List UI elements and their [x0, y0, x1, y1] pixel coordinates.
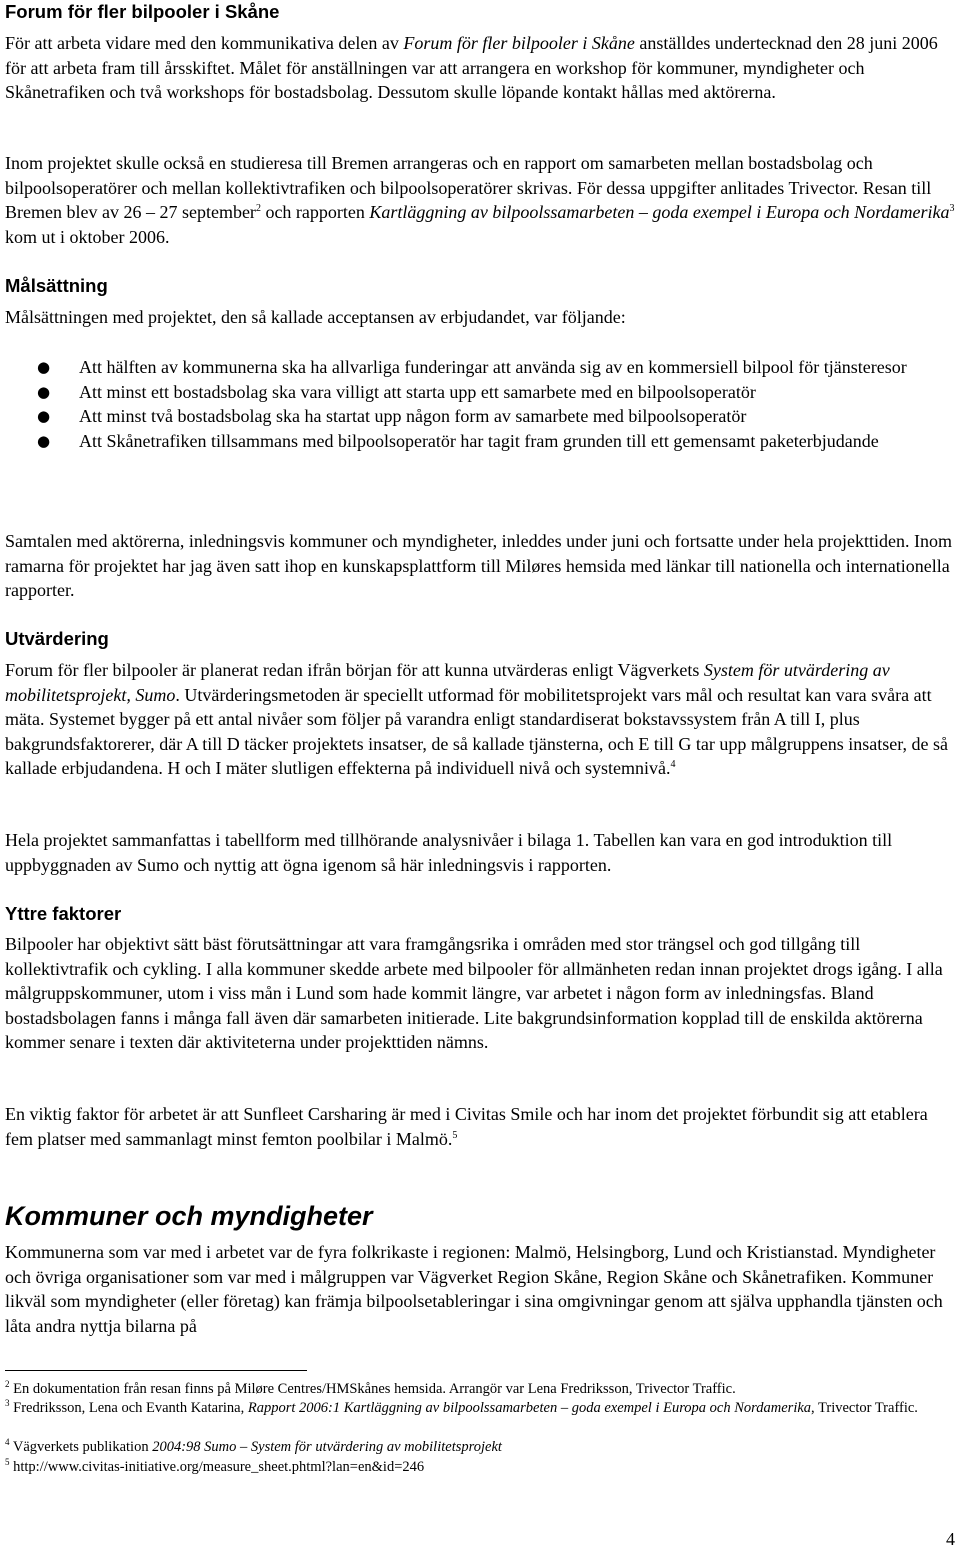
goals-list [5, 355, 955, 453]
paragraph-utvardering-sumo: Forum för fler bilpooler är planerat redan ifrån början för att kunna utvärderas enligt Vägverkets System för utvärdering av mobilitetsprojekt, Sumo. Utvärderingsmetoden är speciellt utformad för mobilitetsprojekt vars mål och resultat kan vara svåra att mäta. Systemet bygger på ett antal nivåer som följer på varandra enligt standardiserat bokstavssystem från A till I, plus bakgrundsfaktorerer, där A till D täcker projektets insatser, de så kallade tjänsterna, och E till G tar upp målgruppens insatser, de så kallade erbjudandena. H och I mäter slutligen effekterna på individuell nivå och systemnivå.$^4$ [5, 660, 949, 778]
footnote-ref-5: 5 [452, 1129, 458, 1141]
bullet-icon: ● [37, 407, 51, 425]
footnote-4: $^4$ Vägverkets publikation 2004:98 Sumo – System för utvärdering av mobilitetsprojekt [5, 1437, 502, 1455]
heading-forum: Forum för fler bilpooler i Skåne [5, 1, 280, 22]
footnote-3: $^3$ Fredriksson, Lena och Evanth Katarina, Rapport 2006:1 Kartläggning av bilpoolssamarbeten – goda exempel i Europa och Nordamerika, Trivector Traffic. [5, 1398, 918, 1416]
bullet-icon: ● [37, 431, 51, 450]
footnote-2: $^2$ En dokumentation från resan finns på Miløre Centres/HMSkånes hemsida. Arrangör var Lena Fredriksson, Trivector Traffic. [5, 1379, 736, 1397]
paragraph-forum-bremen: Inom projektet skulle också en studieresa till Bremen arrangeras och en rapport om samarbeten mellan bostadsbolag och bilpoolsoperatörer och mellan kollektivtrafiken och bilpoolsoperatörer skrivas. För dessa uppgifter anlitades Trivector. Resan till Bremen blev av 26 – 27 september$^2$ och rapporten Kartläggning av bilpoolssamarbeten – goda exempel i Europa och Nordamerika$^3$ kom ut i oktober 2006. [5, 153, 955, 247]
list-item: ● Att minst ett bostadsbolag ska vara villigt att starta upp ett samarbete med en bilpoolsoperatör [5, 380, 955, 405]
paragraph-yttre-sunfleet: En viktig faktor för arbetet är att Sunfleet Carsharing är med i Civitas Smile och har inom det projektet förbundit sig att etablera fem platser med sammanlagt minst femton poolbilar i Malmö.$^5$ [5, 1104, 928, 1149]
paragraph-yttre-bakgrund: Bilpooler har objektivt sätt bäst förutsättningar att vara framgångsrika i områden med stor trängsel och god tillgång till kollektivtrafik och cykling. I alla kommuner skedde arbete med bilpooler för allmänheten redan innan projektet drogs igång. I alla målgruppskommuner, utom i viss mån i Lund som hade kommit längre, var arbetet i någon form av inledningsfas. Bland bostadsbolagen fanns i många fall även där samarbeten initierade. Lite bakgrundsinformation kopplad till de enskilda aktörerna kommer senare i texten där aktiviteterna under projekttiden nämns. [5, 934, 943, 1052]
paragraph-malsattning-intro: Målsättningen med projektet, den så kallade acceptansen av erbjudandet, var följande: [5, 307, 626, 327]
bullet-icon: ● [37, 382, 51, 401]
page-number: 4 [946, 1529, 955, 1549]
paragraph-malsattning-closing: Samtalen med aktörerna, inledningsvis kommuner och myndigheter, inleddes under juni och fortsatte under hela projekttiden. Inom ramarna för projektet har jag även satt ihop en kunskapsplattform till Miløres hemsida med länkar till nationella och internationella rapporter. [5, 531, 953, 600]
paragraph-utvardering-summary: Hela projektet sammanfattas i tabellform med tillhörande analysnivåer i bilaga 1. Tabellen kan vara en god introduktion till uppbyggnaden av Sumo och nyttig att ögna igenom så här inledningsvis i rapporten. [5, 830, 893, 875]
list-item: ● Att hälften av kommunerna ska ha allvarliga funderingar att använda sig av en kommersiell bilpool för tjänsteresor [5, 355, 955, 380]
bullet-icon: ● [37, 358, 51, 376]
heading-malsattning: Målsättning [5, 275, 108, 296]
footnote-separator [5, 1370, 307, 1371]
footnote-ref-3: 3 [949, 203, 955, 214]
paragraph-kommuner: Kommunerna som var med i arbetet var de fyra folkrikaste i regionen: Malmö, Helsingborg, Lund och Kristianstad. Myndigheter och övriga organisationer som var med i målgruppen var Vägverket Region Skåne, Region Skåne och Skånetrafiken. Kommuner likväl som myndigheter (eller företag) kan främja bilpoolsetableringar i sina omgivningar genom att själva upphandla tjänsten och låta andra nyttja bilarna på [5, 1242, 943, 1336]
footnote-ref-2: 2 [255, 203, 261, 214]
heading-yttre-faktorer: Yttre faktorer [5, 903, 122, 924]
list-item: ● Att Skånetrafiken tillsammans med bilpoolsoperatör har tagit fram grunden till ett gemensamt paketerbjudande [5, 429, 955, 454]
paragraph-forum-intro: För att arbeta vidare med den kommunikativa delen av Forum för fler bilpooler i Skåne anställdes undertecknad den 28 juni 2006 för att arbeta fram till årsskiftet. Målet för anställningen var att arrangera en workshop för kommuner, myndigheter och Skånetrafiken och två workshops för bostadsbolag. Dessutom skulle löpande kontakt hållas med aktörerna. [5, 33, 938, 102]
heading-kommuner: Kommuner och myndigheter [5, 1201, 373, 1231]
footnote-ref-4: 4 [670, 759, 676, 770]
list-item: ● Att minst två bostadsbolag ska ha startat upp någon form av samarbete med bilpoolsoperatör [5, 404, 955, 429]
footnote-5: $^5$ http://www.civitas-initiative.org/measure_sheet.phtml?lan=en&id=246 [5, 1457, 425, 1475]
heading-utvardering: Utvärdering [5, 628, 109, 649]
